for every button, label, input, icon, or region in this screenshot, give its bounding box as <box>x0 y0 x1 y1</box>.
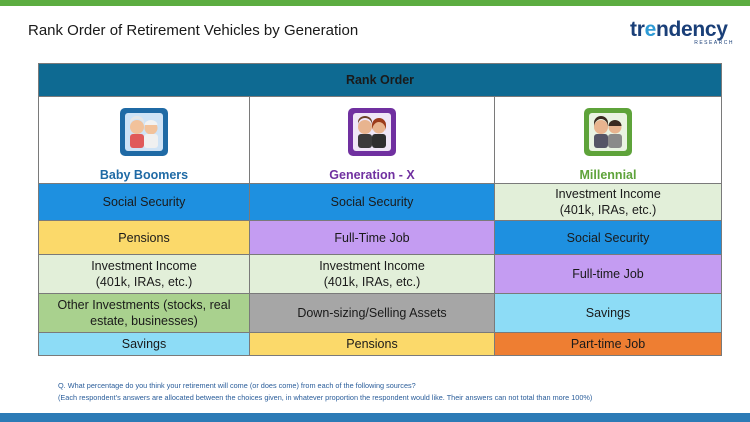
rank-5-baby-boomers: Savings <box>39 333 250 356</box>
generation-baby-boomers <box>39 97 250 184</box>
generation-millennial <box>495 97 722 184</box>
rank-1-baby-boomers: Social Security <box>39 184 250 221</box>
rank-4-generation-x: Down-sizing/Selling Assets <box>250 294 495 333</box>
millennial-icon <box>579 105 637 163</box>
generation-label: Baby Boomers <box>99 168 189 182</box>
rank-5-generation-x: Pensions <box>250 333 495 356</box>
generation-label: Millennial <box>579 168 637 182</box>
table-header: Rank Order <box>39 64 722 97</box>
generation-x-icon <box>343 105 401 163</box>
rank-5-millennial: Part-time Job <box>495 333 722 356</box>
rank-3-generation-x: Investment Income (401k, IRAs, etc.) <box>250 255 495 294</box>
rank-3-millennial: Full-time Job <box>495 255 722 294</box>
baby-boomers-icon <box>115 105 173 163</box>
logo-wordmark: trendency <box>630 18 728 41</box>
page-title: Rank Order of Retirement Vehicles by Generation <box>28 22 359 39</box>
rank-2-baby-boomers: Pensions <box>39 221 250 255</box>
trendency-logo <box>630 20 738 46</box>
rank-2-millennial: Social Security <box>495 221 722 255</box>
logo-subtitle: RESEARCH <box>694 40 734 46</box>
rank-1-millennial: Investment Income (401k, IRAs, etc.) <box>495 184 722 221</box>
rank-1-generation-x: Social Security <box>250 184 495 221</box>
rank-4-millennial: Savings <box>495 294 722 333</box>
top-accent-bar <box>0 0 750 6</box>
rank-3-baby-boomers: Investment Income (401k, IRAs, etc.) <box>39 255 250 294</box>
generation-label: Generation - X <box>329 168 415 182</box>
rank-2-generation-x: Full-Time Job <box>250 221 495 255</box>
rank-order-table <box>38 63 722 356</box>
footnote-question: Q. What percentage do you think your retirement will come (or does come) from each of the following sources? <box>58 381 416 390</box>
bottom-accent-bar <box>0 413 750 422</box>
footnote-methodology: (Each respondent’s answers are allocated between the choices given, in whatever proportion the respondent would like. Their answers can not total than more 100%) <box>58 393 593 402</box>
rank-4-baby-boomers: Other Investments (stocks, real estate, businesses) <box>39 294 250 333</box>
generation-x <box>250 97 495 184</box>
